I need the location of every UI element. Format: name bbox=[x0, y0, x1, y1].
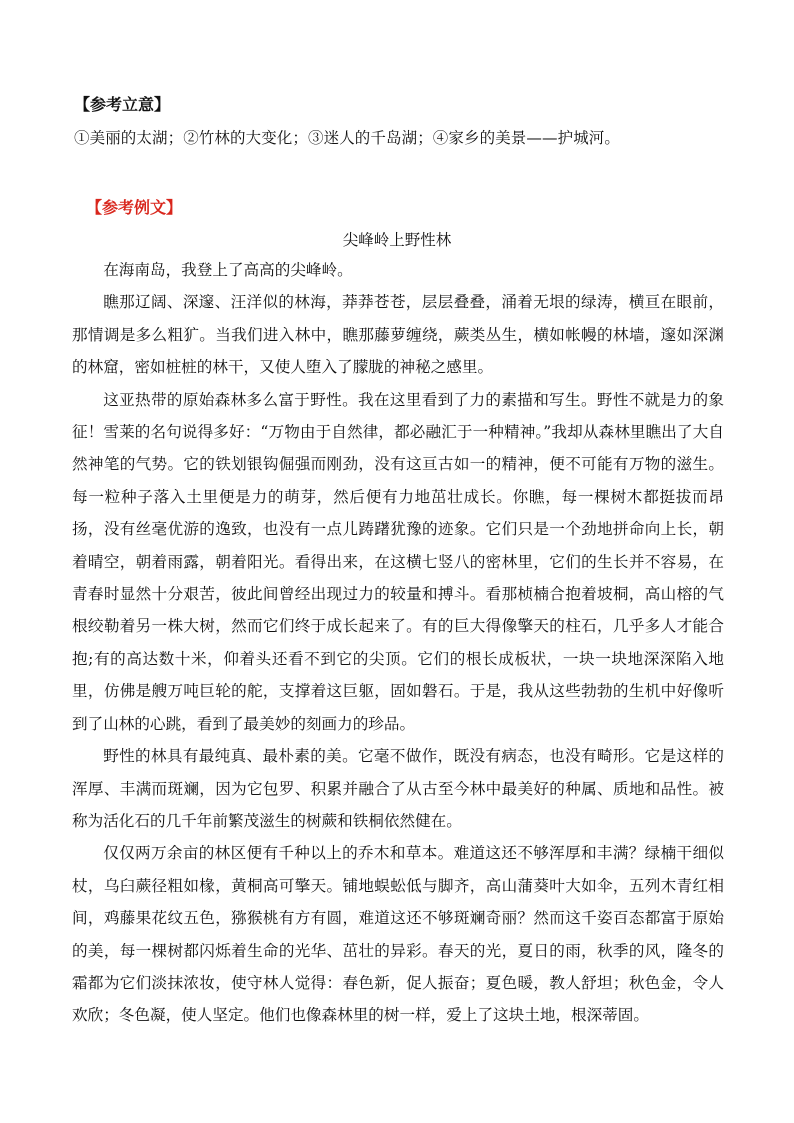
reference-essay-heading: 【参考例文】 bbox=[86, 198, 183, 217]
essay-paragraph-3: 这亚热带的原始森林多么富于野性。我在这里看到了力的素描和写生。野性不就是力的象征！雪莱的名句说得多好：“万物由于自然律，都必融汇于一种精神。”我却从森林里瞧出了大自然神笔的气势。它的铁划银钩倔强而刚劲，没有这亘古如一的精神，便不可能有万物的滋生。每一粒种子落入土里便是力的萌芽，然后便有力地茁壮成长。你瞧，每一棵树木都挺拔而昂扬，没有丝毫优游的逸致，也没有一点儿踌躇犹豫的迹象。它们只是一个劲地拼命向上长，朝着晴空，朝着雨露，朝着阳光。看得出来，在这横七竖八的密林里，它们的生长并不容易，在青春时显然十分艰苦，彼此间曾经出现过力的较量和搏斗。看那桢楠合抱着坡桐，高山榕的气根绞勒着另一株大树，然而它们终于成长起来了。有的巨大得像擎天的柱石，几乎多人才能合抱;有的高达数十米，仰着头还看不到它的尖顶。它们的根长成板状，一块一块地深深陷入地里，仿佛是艘万吨巨轮的舵，支撑着这巨躯，固如磐石。于是，我从这些勃勃的生机中好像听到了山林的心跳，看到了最美妙的刻画力的珍品。 bbox=[72, 390, 724, 733]
essay-title: 尖峰岭上野性林 bbox=[342, 231, 452, 249]
essay-body bbox=[72, 254, 724, 1032]
essay-paragraph-1: 在海南岛，我登上了高高的尖峰岭。 bbox=[103, 261, 353, 279]
essay-paragraph-4: 野性的林具有最纯真、最朴素的美。它毫不做作，既没有病态，也没有畸形。它是这样的浑厚、丰满而斑斓，因为它包罗、积累并融合了从古至今林中最美好的种属、质地和品性。被称为活化石的几千年前繁茂滋生的树蕨和铁桐依然健在。 bbox=[72, 747, 724, 830]
essay-paragraph-5: 仅仅两万余亩的林区便有千种以上的乔木和草本。难道这还不够浑厚和丰满？绿楠干细似杖，乌臼蕨径粗如椽，黄桐高可擎天。铺地蜈蚣低与脚齐，高山蒲葵叶大如伞，五列木青红相间，鸡藤果花纹五色，猕猴桃有方有圆，难道这还不够斑斓奇丽？然而这千姿百态都富于原始的美，每一棵树都闪烁着生命的光华、茁壮的异彩。春天的光，夏日的雨，秋季的风，隆冬的霜都为它们淡抹浓妆，使守林人觉得：春色新，促人振奋；夏色暖，教人舒坦；秋色金，令人欢欣；冬色凝，使人坚定。他们也像森林里的树一样，爱上了这块土地，根深蒂固。 bbox=[72, 844, 724, 1025]
reference-ideas-text: ①美丽的太湖；②竹林的大变化；③迷人的千岛湖；④家乡的美景——护城河。 bbox=[74, 129, 621, 147]
reference-ideas-heading: 【参考立意】 bbox=[74, 95, 171, 114]
essay-paragraph-2: 瞧那辽阔、深邃、汪洋似的林海，莽莽苍苍，层层叠叠，涌着无垠的绿涛，横亘在眼前，那情调是多么粗犷。当我们进入林中，瞧那藤萝缠绕，蕨类丛生，横如帐幔的林墙，邃如深渊的林窟，密如桩桩的林干，又使人堕入了朦胧的神秘之感里。 bbox=[72, 293, 724, 377]
